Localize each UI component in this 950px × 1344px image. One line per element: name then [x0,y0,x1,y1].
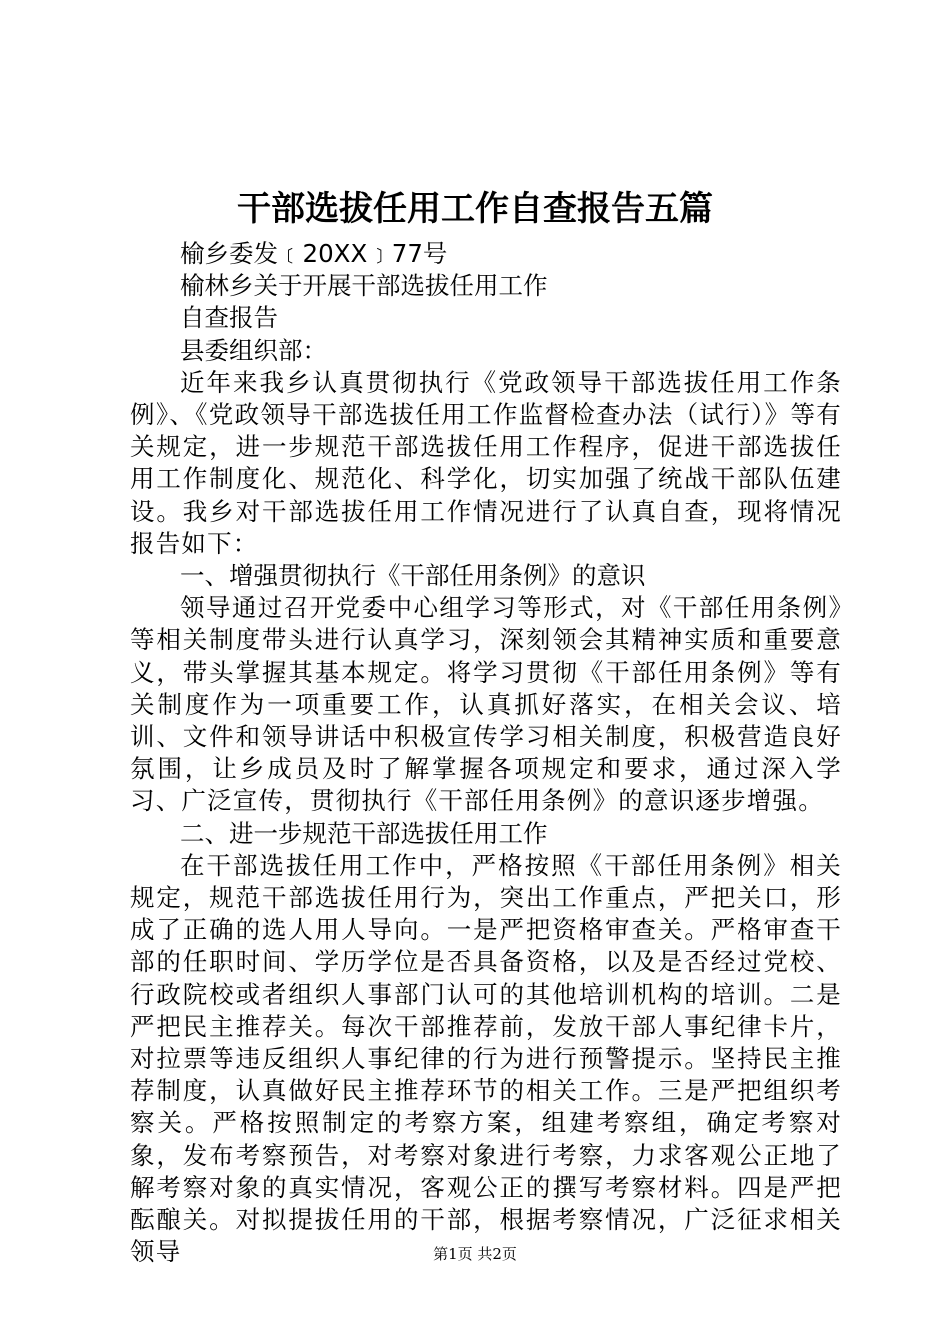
document-body [130,238,842,1269]
page-footer: 第1页 共2页 [433,1245,517,1263]
report-heading-line-1: 榆林乡关于开展干部选拔任用工作 [180,271,548,301]
body-paragraph: 领导通过召开党委中心组学习等形式，对《干部任用条例》等相关制度带头进行认真学习，深刻领会其精神实质和重要意义，带头掌握其基本规定。将学习贯彻《干部任用条例》等有关制度作为一项重要工作，认真抓好落实，在相关会议、培训、文件和领导讲话中积极宣传学习相关制度，积极营造良好氛围，让乡成员及时了解掌握各项规定和要求，通过深入学习、广泛宣传，贯彻执行《干部任用条例》的意识逐步增强。 [130,593,842,816]
section-heading: 一、增强贯彻执行《干部任用条例》的意识 [180,561,646,591]
report-heading-line-2: 自查报告 [180,303,278,333]
document-title: 干部选拔任用工作自查报告五篇 [237,189,713,229]
body-paragraph: 近年来我乡认真贯彻执行《党政领导干部选拔任用工作条例》、《党政领导干部选拔任用工作监督检查办法（试行）》等有关规定，进一步规范干部选拔任用工作程序，促进干部选拔任用工作制度化、规范化、科学化，切实加强了统战干部队伍建设。我乡对干部选拔任用工作情况进行了认真自查，现将情况报告如下： [130,367,842,558]
document-number: 榆乡委发﹝20XX﹞77号 [180,239,448,268]
body-paragraph: 在干部选拔任用工作中，严格按照《干部任用条例》相关规定，规范干部选拔任用行为，突出工作重点，严把关口，形成了正确的选人用人导向。一是严把资格审查关。严格审查干部的任职时间、学历学位是否具备资格，以及是否经过党校、行政院校或者组织人事部门认可的其他培训机构的培训。二是严把民主推荐关。每次干部推荐前，发放干部人事纪律卡片，对拉票等违反组织人事纪律的行为进行预警提示。坚持民主推荐制度，认真做好民主推荐环节的相关工作。三是严把组织考察关。严格按照制定的考察方案，组建考察组，确定考察对象，发布考察预告，对考察对象进行考察，力求客观公正地了解考察对象的真实情况，客观公正的撰写考察材料。四是严把酝酿关。对拟提拔任用的干部，根据考察情况，广泛征求相关领导 [130,850,842,1267]
salutation: 县委组织部： [180,335,327,365]
section-heading: 二、进一步规范干部选拔任用工作 [180,818,548,848]
